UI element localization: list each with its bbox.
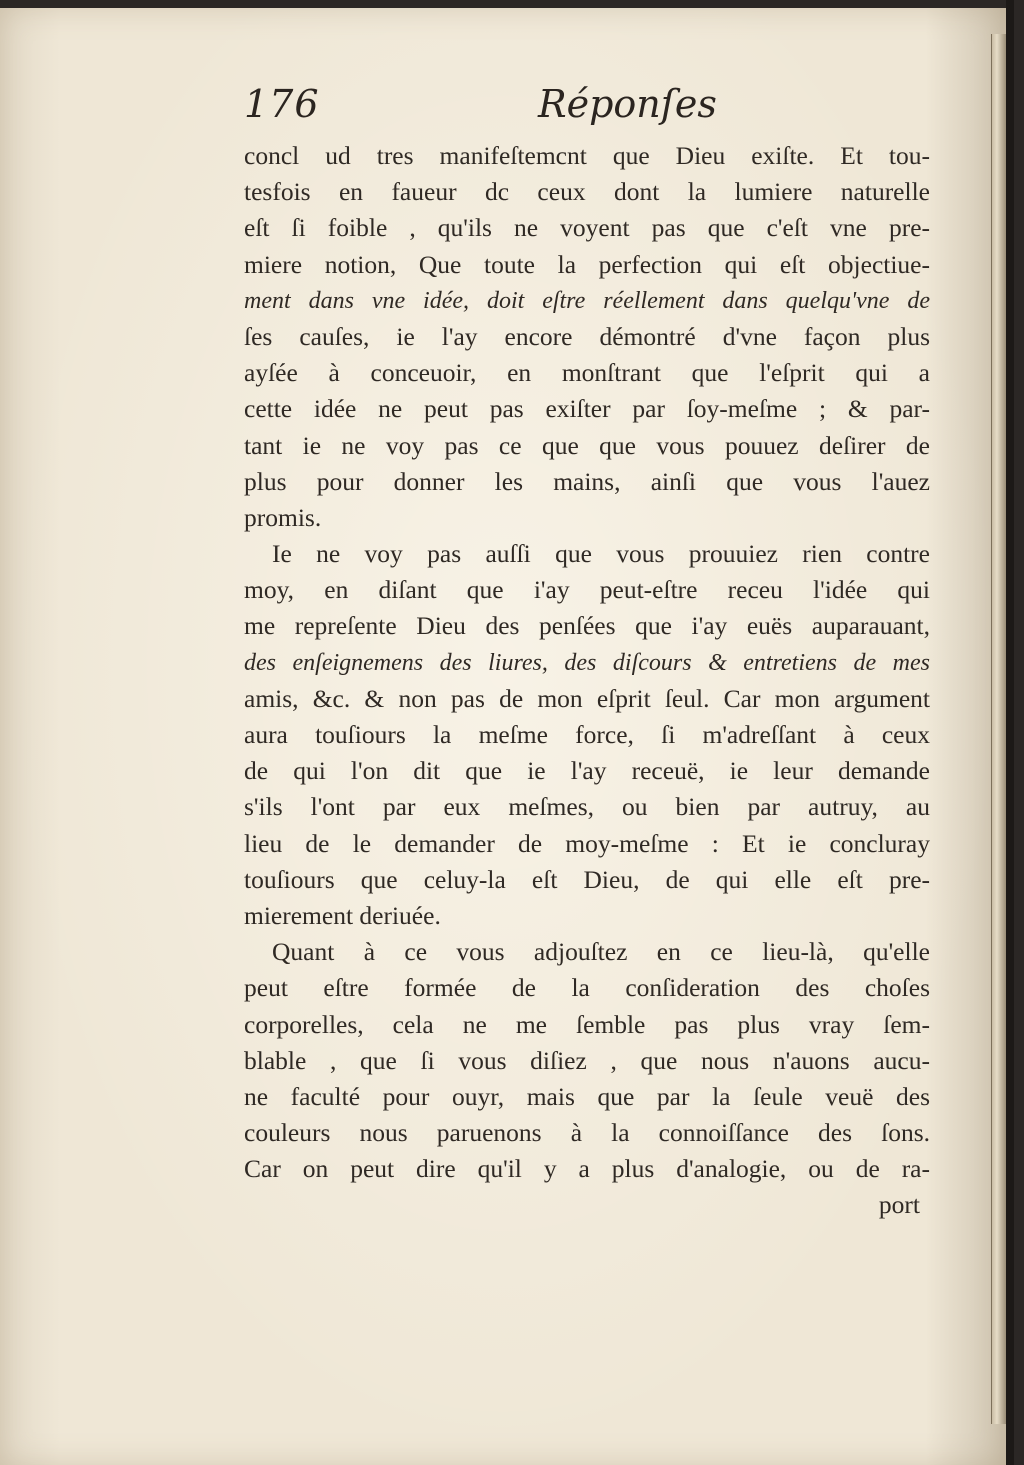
body-text: [244, 138, 930, 1224]
text-line: Quant à ce vous adjouſtez en ce lieu-là, qu'elle: [272, 937, 930, 967]
text-line: ſes cauſes, ie l'ay encore démontré d'vne façon plus: [244, 321, 930, 351]
text-line: amis, &c. & non pas de mon eſprit ſeul. Car mon argument: [244, 683, 930, 713]
book-spine-shadow: [1006, 0, 1014, 1465]
text-line: touſiours que celuy-la eſt Dieu, de qui elle eſt pre-: [244, 864, 930, 894]
text-line: cette idée ne peut pas exiſter par ſoy-meſme ; & par-: [244, 394, 930, 424]
text-line: mierement deriuée.: [244, 900, 441, 930]
text-line: eſt ſi foible , qu'ils ne voyent pas que c'eſt vne pre-: [244, 213, 930, 243]
text-line: ment dans vne idée, doit eſtre réellement dans quelqu'vne de: [244, 287, 930, 314]
text-line: plus pour donner les mains, ainſi que vous l'auez: [244, 466, 930, 496]
text-line: miere notion, Que toute la perfection qui eſt objectiue-: [244, 249, 930, 279]
running-head: [244, 82, 930, 134]
text-line: ayſée à conceuoir, en monſtrant que l'eſprit qui a: [244, 358, 930, 388]
text-line: ne faculté pour ouyr, mais que par la ſeule veuë des: [244, 1081, 930, 1111]
text-line: couleurs nous paruenons à la connoiſſance des ſons.: [244, 1118, 930, 1148]
page-number: 176: [244, 82, 320, 126]
text-line: des enſeignemens des liures, des diſcours & entretiens de mes: [244, 649, 930, 676]
text-line: blable , que ſi vous diſiez , que nous n'auons aucu-: [244, 1045, 930, 1075]
catchword: port: [878, 1190, 920, 1220]
text-line: tesfois en faueur dc ceux dont la lumiere naturelle: [244, 177, 930, 207]
text-line: promis.: [244, 502, 322, 532]
text-line: Car on peut dire qu'il y a plus d'analogie, ou de ra-: [244, 1154, 930, 1184]
page-edge: [991, 34, 1006, 1424]
text-line: Ie ne voy pas auſſi que vous prouuiez rien contre: [272, 539, 930, 569]
text-line: de qui l'on dit que ie l'ay receuë, ie leur demande: [244, 756, 930, 786]
text-line: tant ie ne voy pas ce que que vous pouuez deſirer de: [244, 430, 930, 460]
text-line: corporelles, cela ne me ſemble pas plus vray ſem-: [244, 1009, 930, 1039]
running-title: Réponſes: [538, 82, 717, 126]
text-line: concl ud tres manifeſtemcnt que Dieu exiſte. Et tou-: [244, 141, 930, 170]
text-line: moy, en diſant que i'ay peut-eſtre receu l'idée qui: [244, 575, 930, 605]
text-line: aura touſiours la meſme force, ſi m'adreſſant à ceux: [244, 720, 930, 749]
text-line: lieu de le demander de moy-meſme : Et ie concluray: [244, 828, 930, 858]
text-line: peut eſtre formée de la conſideration des choſes: [244, 973, 930, 1003]
text-line: s'ils l'ont par eux meſmes, ou bien par autruy, au: [244, 792, 930, 822]
text-line: me repreſente Dieu des penſées que i'ay euës auparauant,: [244, 611, 930, 641]
